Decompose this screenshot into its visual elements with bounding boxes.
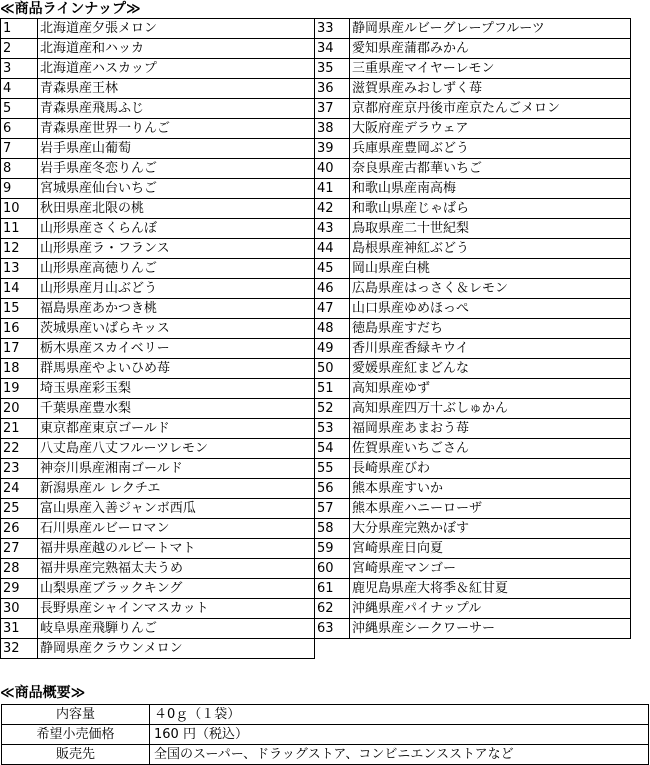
lineup-number: 12 xyxy=(1,239,38,259)
lineup-product-name: 秋田県産北限の桃 xyxy=(38,199,315,219)
lineup-product-name: 沖縄県産パイナップル xyxy=(350,599,631,619)
lineup-row xyxy=(315,79,631,99)
lineup-product-name: 北海道産和ハッカ xyxy=(38,39,315,59)
lineup-product-name: 青森県産王林 xyxy=(38,79,315,99)
lineup-row xyxy=(315,319,631,339)
lineup-row xyxy=(315,299,631,319)
lineup-product-name: 大阪府産デラウェア xyxy=(350,119,631,139)
lineup-row xyxy=(1,119,315,139)
lineup-product-name: 沖縄県産シークワーサー xyxy=(350,619,631,639)
lineup-product-name: 千葉県産豊水梨 xyxy=(38,399,315,419)
overview-value: ４0ｇ（１袋） xyxy=(150,705,649,725)
lineup-product-name: 和歌山県産じゃばら xyxy=(350,199,631,219)
lineup-row xyxy=(315,179,631,199)
lineup-product-name: 長野県産シャインマスカット xyxy=(38,599,315,619)
lineup-number: 62 xyxy=(315,599,350,619)
lineup-row xyxy=(315,399,631,419)
lineup-number: 44 xyxy=(315,239,350,259)
lineup-row xyxy=(1,79,315,99)
lineup-product-name: 熊本県産ハニーローザ xyxy=(350,499,631,519)
lineup-number: 37 xyxy=(315,99,350,119)
lineup-product-name: 福島県産あかつき桃 xyxy=(38,299,315,319)
lineup-row xyxy=(315,459,631,479)
lineup-row xyxy=(1,299,315,319)
lineup-number: 26 xyxy=(1,519,38,539)
lineup-table-right-body xyxy=(315,19,631,639)
lineup-number: 61 xyxy=(315,579,350,599)
lineup-number: 56 xyxy=(315,479,350,499)
lineup-number: 27 xyxy=(1,539,38,559)
overview-table-body xyxy=(2,705,649,765)
lineup-number: 4 xyxy=(1,79,38,99)
lineup-product-name: 大分県産完熟かぼす xyxy=(350,519,631,539)
lineup-product-name: 愛知県産蒲郡みかん xyxy=(350,39,631,59)
lineup-number: 58 xyxy=(315,519,350,539)
lineup-row xyxy=(1,259,315,279)
lineup-row xyxy=(315,259,631,279)
lineup-number: 21 xyxy=(1,419,38,439)
lineup-number: 54 xyxy=(315,439,350,459)
lineup-product-name: 山梨県産ブラックキング xyxy=(38,579,315,599)
lineup-row xyxy=(1,619,315,639)
lineup-product-name: 高知県産四万十ぶしゅかん xyxy=(350,399,631,419)
lineup-product-name: 北海道産ハスカップ xyxy=(38,59,315,79)
lineup-product-name: 奈良県産古都華いちご xyxy=(350,159,631,179)
lineup-row xyxy=(315,19,631,39)
lineup-product-name: 和歌山県産南高梅 xyxy=(350,179,631,199)
lineup-product-name: 栃木県産スカイベリー xyxy=(38,339,315,359)
lineup-row xyxy=(1,499,315,519)
lineup-row xyxy=(1,199,315,219)
lineup-row xyxy=(1,639,315,659)
lineup-number: 60 xyxy=(315,559,350,579)
lineup-number: 24 xyxy=(1,479,38,499)
lineup-number: 13 xyxy=(1,259,38,279)
lineup-product-name: 徳島県産すだち xyxy=(350,319,631,339)
lineup-number: 52 xyxy=(315,399,350,419)
overview-table xyxy=(1,704,649,765)
lineup-row xyxy=(315,99,631,119)
lineup-row xyxy=(315,439,631,459)
lineup-number: 28 xyxy=(1,559,38,579)
lineup-product-name: 高知県産ゆず xyxy=(350,379,631,399)
lineup-row xyxy=(1,59,315,79)
lineup-number: 57 xyxy=(315,499,350,519)
lineup-row xyxy=(1,519,315,539)
lineup-row xyxy=(1,359,315,379)
lineup-row xyxy=(315,59,631,79)
lineup-number: 31 xyxy=(1,619,38,639)
lineup-number: 36 xyxy=(315,79,350,99)
overview-label: 販売先 xyxy=(2,745,150,765)
lineup-table-left-body xyxy=(1,19,315,659)
lineup-number: 8 xyxy=(1,159,38,179)
lineup-number: 17 xyxy=(1,339,38,359)
lineup-product-name: 鳥取県産二十世紀梨 xyxy=(350,219,631,239)
lineup-row xyxy=(315,199,631,219)
lineup-number: 35 xyxy=(315,59,350,79)
lineup-number: 18 xyxy=(1,359,38,379)
lineup-row xyxy=(1,479,315,499)
lineup-number: 39 xyxy=(315,139,350,159)
overview-row xyxy=(2,745,649,765)
lineup-number: 5 xyxy=(1,99,38,119)
lineup-product-name: 石川県産ルビーロマン xyxy=(38,519,315,539)
lineup-product-name: 青森県産飛馬ふじ xyxy=(38,99,315,119)
lineup-row xyxy=(1,379,315,399)
lineup-product-name: 鹿児島県産大将季＆紅甘夏 xyxy=(350,579,631,599)
lineup-product-name: 山形県産さくらんぼ xyxy=(38,219,315,239)
lineup-number: 63 xyxy=(315,619,350,639)
lineup-product-name: 熊本県産すいか xyxy=(350,479,631,499)
lineup-row xyxy=(1,399,315,419)
lineup-number: 15 xyxy=(1,299,38,319)
lineup-product-name: 福井県産越のルビートマト xyxy=(38,539,315,559)
lineup-product-name: 静岡県産クラウンメロン xyxy=(38,639,315,659)
lineup-number: 33 xyxy=(315,19,350,39)
lineup-row xyxy=(315,219,631,239)
lineup-product-name: 宮崎県産マンゴー xyxy=(350,559,631,579)
lineup-number: 14 xyxy=(1,279,38,299)
overview-value: 全国のスーパー、ドラッグストア、コンビニエンスストアなど xyxy=(150,745,649,765)
lineup-row xyxy=(315,619,631,639)
lineup-table-left xyxy=(0,18,315,659)
lineup-row xyxy=(1,339,315,359)
lineup-row xyxy=(1,239,315,259)
lineup-row xyxy=(315,599,631,619)
overview-row xyxy=(2,705,649,725)
lineup-number: 22 xyxy=(1,439,38,459)
lineup-row xyxy=(315,159,631,179)
lineup-row xyxy=(315,419,631,439)
lineup-row xyxy=(1,419,315,439)
lineup-product-name: 広島県産はっさく＆レモン xyxy=(350,279,631,299)
lineup-row xyxy=(315,139,631,159)
lineup-number: 29 xyxy=(1,579,38,599)
overview-label: 希望小売価格 xyxy=(2,725,150,745)
lineup-row xyxy=(1,99,315,119)
lineup-number: 9 xyxy=(1,179,38,199)
lineup-product-name: 佐賀県産いちごさん xyxy=(350,439,631,459)
lineup-number: 3 xyxy=(1,59,38,79)
lineup-row xyxy=(315,279,631,299)
lineup-row xyxy=(1,19,315,39)
lineup-row xyxy=(315,499,631,519)
lineup-product-name: 福井県産完熟福太夫うめ xyxy=(38,559,315,579)
overview-label: 内容量 xyxy=(2,705,150,725)
lineup-number: 51 xyxy=(315,379,350,399)
lineup-number: 2 xyxy=(1,39,38,59)
lineup-number: 45 xyxy=(315,259,350,279)
lineup-product-name: 新潟県産ル レクチエ xyxy=(38,479,315,499)
overview-row xyxy=(2,725,649,745)
lineup-product-name: 岩手県産冬恋りんご xyxy=(38,159,315,179)
lineup-number: 20 xyxy=(1,399,38,419)
lineup-number: 25 xyxy=(1,499,38,519)
lineup-product-name: 三重県産マイヤーレモン xyxy=(350,59,631,79)
lineup-product-name: 岐阜県産飛騨りんご xyxy=(38,619,315,639)
lineup-product-name: 愛媛県産紅まどんな xyxy=(350,359,631,379)
lineup-row xyxy=(1,539,315,559)
lineup-number: 19 xyxy=(1,379,38,399)
lineup-row xyxy=(315,339,631,359)
lineup-row xyxy=(1,279,315,299)
lineup-row xyxy=(1,219,315,239)
lineup-product-name: 山形県産月山ぶどう xyxy=(38,279,315,299)
lineup-product-name: 山形県産ラ・フランス xyxy=(38,239,315,259)
lineup-number: 47 xyxy=(315,299,350,319)
lineup-product-name: 神奈川県産湘南ゴールド xyxy=(38,459,315,479)
lineup-product-name: 八丈島産八丈フルーツレモン xyxy=(38,439,315,459)
lineup-number: 59 xyxy=(315,539,350,559)
lineup-product-name: 宮崎県産日向夏 xyxy=(350,539,631,559)
lineup-number: 1 xyxy=(1,19,38,39)
lineup-row xyxy=(1,599,315,619)
lineup-product-name: 香川県産香緑キウイ xyxy=(350,339,631,359)
lineup-product-name: 島根県産神紅ぶどう xyxy=(350,239,631,259)
lineup-row xyxy=(1,39,315,59)
lineup-product-name: 富山県産入善ジャンボ西瓜 xyxy=(38,499,315,519)
lineup-number: 46 xyxy=(315,279,350,299)
lineup-number: 48 xyxy=(315,319,350,339)
lineup-row xyxy=(315,379,631,399)
lineup-heading: ≪商品ラインナップ≫ xyxy=(0,1,141,17)
lineup-number: 30 xyxy=(1,599,38,619)
lineup-number: 50 xyxy=(315,359,350,379)
lineup-number: 42 xyxy=(315,199,350,219)
lineup-row xyxy=(315,479,631,499)
lineup-row xyxy=(315,39,631,59)
lineup-number: 23 xyxy=(1,459,38,479)
overview-heading: ≪商品概要≫ xyxy=(0,685,86,701)
lineup-product-name: 岩手県産山葡萄 xyxy=(38,139,315,159)
lineup-number: 40 xyxy=(315,159,350,179)
lineup-product-name: 静岡県産ルビーグレープフルーツ xyxy=(350,19,631,39)
lineup-number: 7 xyxy=(1,139,38,159)
lineup-product-name: 兵庫県産豊岡ぶどう xyxy=(350,139,631,159)
lineup-row xyxy=(1,579,315,599)
lineup-number: 41 xyxy=(315,179,350,199)
lineup-number: 10 xyxy=(1,199,38,219)
lineup-product-name: 埼玉県産彩玉梨 xyxy=(38,379,315,399)
lineup-row xyxy=(1,159,315,179)
lineup-table-right xyxy=(314,18,631,639)
lineup-product-name: 滋賀県産みおしずく苺 xyxy=(350,79,631,99)
lineup-number: 43 xyxy=(315,219,350,239)
lineup-product-name: 山形県産高徳りんご xyxy=(38,259,315,279)
lineup-row xyxy=(1,319,315,339)
lineup-product-name: 群馬県産やよいひめ苺 xyxy=(38,359,315,379)
lineup-product-name: 長崎県産びわ xyxy=(350,459,631,479)
lineup-row xyxy=(1,459,315,479)
lineup-product-name: 宮城県産仙台いちご xyxy=(38,179,315,199)
lineup-product-name: 北海道産夕張メロン xyxy=(38,19,315,39)
lineup-row xyxy=(315,539,631,559)
lineup-product-name: 青森県産世界一りんご xyxy=(38,119,315,139)
lineup-number: 38 xyxy=(315,119,350,139)
lineup-row xyxy=(315,359,631,379)
lineup-number: 55 xyxy=(315,459,350,479)
overview-value: 160 円（税込） xyxy=(150,725,649,745)
lineup-row xyxy=(315,519,631,539)
lineup-product-name: 茨城県産いばらキッス xyxy=(38,319,315,339)
lineup-number: 32 xyxy=(1,639,38,659)
lineup-row xyxy=(1,139,315,159)
lineup-product-name: 福岡県産あまおう苺 xyxy=(350,419,631,439)
lineup-product-name: 東京都産東京ゴールド xyxy=(38,419,315,439)
lineup-number: 34 xyxy=(315,39,350,59)
lineup-row xyxy=(315,239,631,259)
lineup-number: 11 xyxy=(1,219,38,239)
lineup-row xyxy=(1,179,315,199)
lineup-product-name: 岡山県産白桃 xyxy=(350,259,631,279)
lineup-row xyxy=(315,119,631,139)
lineup-number: 49 xyxy=(315,339,350,359)
lineup-row xyxy=(1,439,315,459)
lineup-number: 53 xyxy=(315,419,350,439)
lineup-number: 6 xyxy=(1,119,38,139)
lineup-product-name: 山口県産ゆめほっぺ xyxy=(350,299,631,319)
lineup-number: 16 xyxy=(1,319,38,339)
lineup-row xyxy=(315,559,631,579)
lineup-product-name: 京都府産京丹後市産京たんごメロン xyxy=(350,99,631,119)
lineup-row xyxy=(315,579,631,599)
lineup-row xyxy=(1,559,315,579)
